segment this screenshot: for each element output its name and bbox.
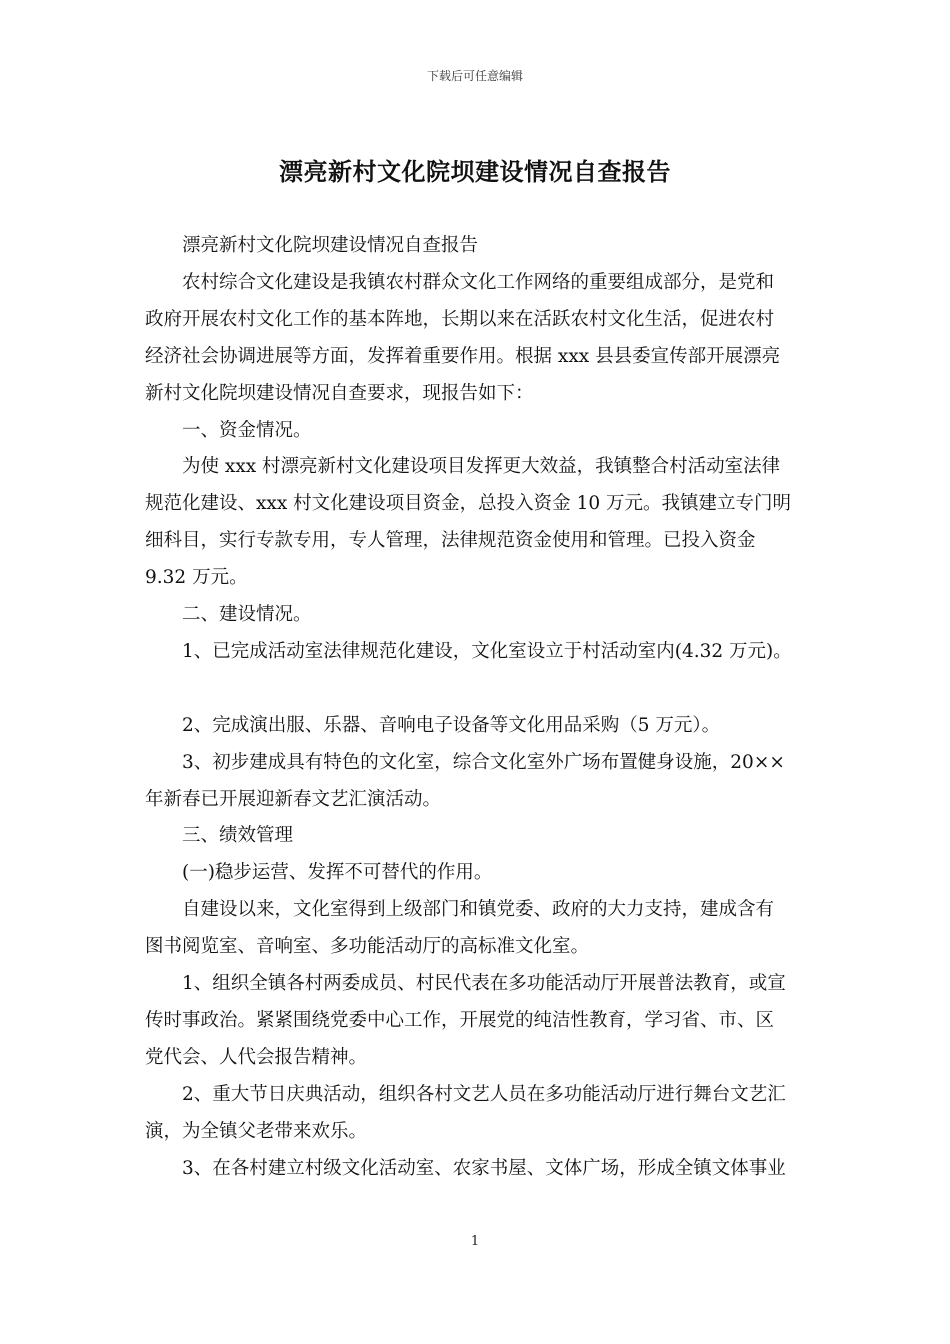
paragraph-line: 1、已完成活动室法律规范化建设，文化室设立于村活动室内(4.32 万元)。 <box>182 640 792 662</box>
paragraph <box>145 818 813 855</box>
paragraph <box>145 265 813 413</box>
blank-line <box>145 671 813 708</box>
paragraph <box>145 855 813 892</box>
paragraph-line: 二、建设情况。 <box>182 604 312 626</box>
paragraph-line: (一)稳步运营、发挥不可替代的作用。 <box>182 862 493 884</box>
paragraph <box>145 449 813 597</box>
paragraph <box>145 892 813 966</box>
paragraph-line: 漂亮新村文化院坝建设情况自查报告 <box>182 235 479 256</box>
document-body <box>145 228 813 1188</box>
paragraph-line: 传时事政治。紧紧围绕党委中心工作，开展党的纯洁性教育，学习省、市、区 <box>145 1010 775 1032</box>
header-note: 下载后可任意编辑 <box>426 69 523 83</box>
paragraph <box>145 1151 813 1188</box>
paragraph <box>145 708 813 745</box>
paragraph-line: 政府开展农村文化工作的基本阵地，长期以来在活跃农村文化生活，促进农村 <box>145 308 775 330</box>
paragraph-line: 演，为全镇父老带来欢乐。 <box>145 1120 368 1142</box>
paragraph-line: 年新春已开展迎新春文艺汇演活动。 <box>145 788 442 810</box>
paragraph-line: 农村综合文化建设是我镇农村群众文化工作网络的重要组成部分，是党和 <box>182 271 775 293</box>
paragraph-line: 2、重大节日庆典活动，组织各村文艺人员在多功能活动厅进行舞台文艺汇 <box>182 1083 786 1105</box>
paragraph <box>145 634 813 671</box>
paragraph-line: 经济社会协调进展等方面，发挥着重要作用。根据 xxx 县县委宣传部开展漂亮 <box>145 345 781 367</box>
paragraph-line: 一、资金情况。 <box>182 419 312 441</box>
paragraph-line: 党代会、人代会报告精神。 <box>145 1046 368 1068</box>
paragraph-line: 为使 xxx 村漂亮新村文化建设项目发挥更大效益，我镇整合村活动室法律 <box>182 456 781 478</box>
paragraph-line: 9.32 万元。 <box>145 567 248 589</box>
paragraph <box>145 966 813 1077</box>
paragraph <box>145 597 813 634</box>
paragraph-line: 规范化建设、xxx 村文化建设项目资金，总投入资金 10 万元。我镇建立专门明 <box>145 493 791 515</box>
paragraph <box>145 413 813 450</box>
paragraph-line: 图书阅览室、音响室、多功能活动厅的高标准文化室。 <box>145 936 590 958</box>
paragraph-line: 自建设以来，文化室得到上级部门和镇党委、政府的大力支持，建成含有 <box>182 899 775 921</box>
paragraph <box>145 1077 813 1151</box>
paragraph-line: 细科目，实行专款专用，专人管理，法律规范资金使用和管理。已投入资金 <box>145 530 756 552</box>
paragraph-line: 新村文化院坝建设情况自查要求，现报告如下： <box>145 382 534 404</box>
paragraph <box>145 745 813 819</box>
paragraph-line: 3、初步建成具有特色的文化室，综合文化室外广场布置健身设施，20×× <box>182 751 785 773</box>
paragraph-line: 3、在各村建立村级文化活动室、农家书屋、文体广场，形成全镇文体事业 <box>182 1157 786 1179</box>
page-number: 1 <box>470 1234 480 1249</box>
paragraph-line: 三、绩效管理 <box>182 825 294 847</box>
paragraph <box>145 228 813 265</box>
document-title: 漂亮新村文化院坝建设情况自查报告 <box>279 158 671 186</box>
paragraph-line: 1、组织全镇各村两委成员、村民代表在多功能活动厅开展普法教育，或宣 <box>182 973 786 995</box>
paragraph-line: 2、完成演出服、乐器、音响电子设备等文化用品采购（5 万元）。 <box>182 714 721 736</box>
